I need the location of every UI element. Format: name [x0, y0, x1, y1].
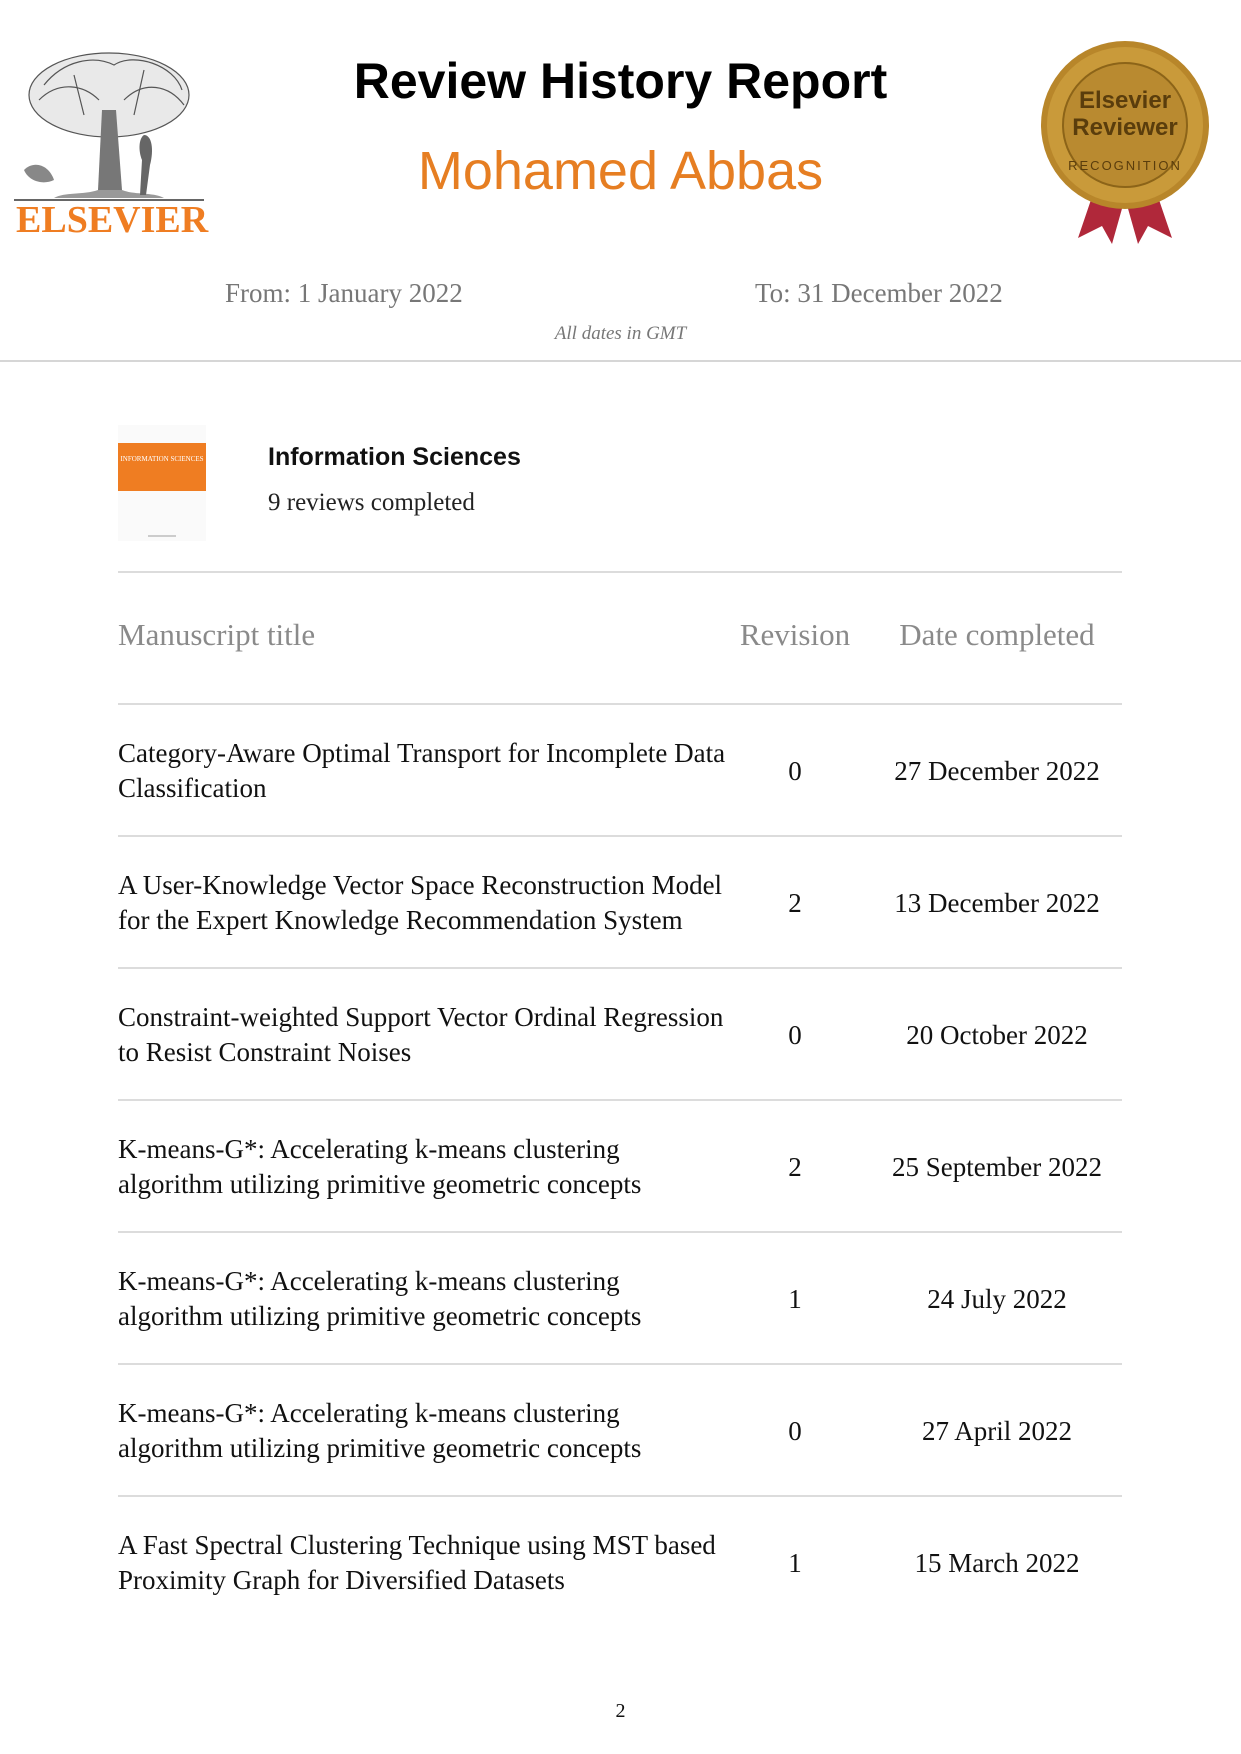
revision-number: 0	[788, 1019, 802, 1050]
table-row	[118, 1233, 1122, 1365]
header-divider	[0, 360, 1241, 362]
table-row	[118, 969, 1122, 1101]
reviewer-name: Mohamed Abbas	[417, 141, 824, 201]
manuscript-title: Constraint-weighted Support Vector Ordinal Regression to Resist Constraint Noises	[118, 1002, 724, 1067]
date-completed: 27 April 2022	[921, 1415, 1072, 1446]
revision-number: 1	[788, 1283, 802, 1314]
manuscript-title: K-means-G*: Accelerating k-means clustering algorithm utilizing primitive geometric concepts	[118, 1134, 642, 1199]
table-row	[118, 1365, 1122, 1497]
seal-line1: Elsevier	[1078, 87, 1172, 114]
date-completed: 20 October 2022	[906, 1019, 1088, 1050]
table-row	[118, 1497, 1122, 1629]
manuscript-title: Category-Aware Optimal Transport for Incomplete Data Classification	[118, 738, 726, 803]
timezone-note: All dates in GMT	[554, 323, 687, 344]
date-completed: 24 July 2022	[927, 1283, 1067, 1314]
table-row	[118, 837, 1122, 969]
manuscript-title: A Fast Spectral Clustering Technique using MST based Proximity Graph for Diversified Datasets	[118, 1530, 716, 1595]
column-header-date-completed: Date completed	[899, 617, 1095, 652]
journal-name: Information Sciences	[268, 443, 521, 471]
table-row	[118, 1101, 1122, 1233]
date-completed: 15 March 2022	[914, 1547, 1080, 1578]
date-completed: 25 September 2022	[892, 1151, 1102, 1182]
elsevier-wordmark: ELSEVIER	[16, 199, 209, 241]
revision-number: 2	[788, 1151, 802, 1182]
date-completed: 13 December 2022	[894, 887, 1100, 918]
revision-number: 2	[788, 887, 802, 918]
reviews-completed-count: 9 reviews completed	[268, 489, 475, 516]
manuscript-title: K-means-G*: Accelerating k-means clustering algorithm utilizing primitive geometric concepts	[118, 1398, 642, 1463]
to-date: To: 31 December 2022	[755, 278, 1003, 308]
table-row	[118, 705, 1122, 837]
manuscript-title: A User-Knowledge Vector Space Reconstruction Model for the Expert Knowledge Recommendation System	[118, 870, 723, 935]
seal-line2: Reviewer	[1072, 114, 1178, 141]
journal-cover-thumbnail	[118, 425, 206, 541]
cover-title: INFORMATION SCIENCES	[120, 455, 204, 463]
report-title: Review History Report	[353, 53, 888, 109]
table-top-rule	[118, 571, 1122, 573]
revision-number: 0	[788, 1415, 802, 1446]
from-date: From: 1 January 2022	[225, 278, 463, 308]
page-number: 2	[615, 1700, 626, 1722]
seal-badge-icon	[1040, 38, 1210, 244]
column-header-manuscript-title: Manuscript title	[118, 617, 316, 652]
revision-number: 1	[788, 1547, 802, 1578]
date-completed: 27 December 2022	[894, 755, 1100, 786]
column-header-revision: Revision	[739, 617, 851, 652]
seal-arc-text: RECOGNITION	[1068, 158, 1182, 173]
reviewer-recognition-seal	[1040, 38, 1210, 244]
manuscript-title: K-means-G*: Accelerating k-means clustering algorithm utilizing primitive geometric concepts	[118, 1266, 642, 1331]
revision-number: 0	[788, 755, 802, 786]
